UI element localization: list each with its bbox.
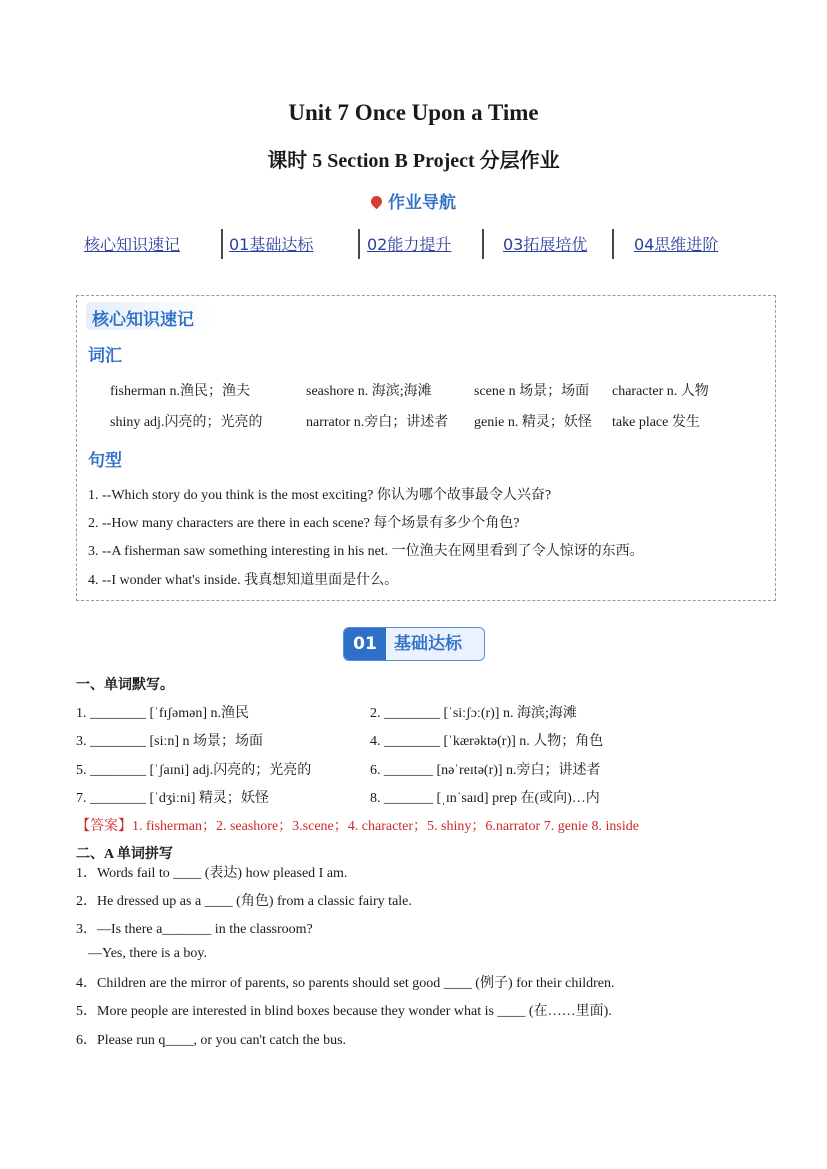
question-item: 4．Children are the mirror of parents, so parents should set good ____ (例子) for their children. — [76, 976, 615, 991]
unit-title: Unit 7 Once Upon a Time — [288, 100, 539, 125]
nav-link-ability[interactable]: 02能力提升 — [367, 235, 452, 254]
dictation-item: 5. ________ [ˈʃaɪni] adj.闪亮的；光亮的 — [76, 763, 312, 778]
question-item: 5．More people are interested in blind boxes because they wonder what is ____ (在……里面). — [76, 1004, 612, 1019]
dictation-item: 7. ________ [ˈdʒiːni] 精灵；妖怪 — [76, 791, 269, 806]
question-item: 1．Words fail to ____ (表达) how pleased I am. — [76, 866, 348, 881]
section-badge-label: 基础达标 — [394, 634, 462, 654]
vocab-item: scene n 场景；场面 — [474, 384, 590, 399]
dictation-item: 2. ________ [ˈsiːʃɔː(r)] n. 海滨;海滩 — [370, 706, 577, 721]
sentence-heading: 句型 — [88, 451, 122, 471]
nav-divider — [221, 229, 223, 259]
nav-divider — [612, 229, 614, 259]
vocab-item: character n. 人物 — [612, 384, 709, 399]
question-item: 2．He dressed up as a ____ (角色) from a classic fairy tale. — [76, 894, 412, 909]
dictation-item: 1. ________ [ˈfɪʃəmən] n.渔民 — [76, 706, 250, 721]
part1-title: 一、单词默写。 — [76, 678, 174, 693]
lesson-subtitle: 课时 5 Section B Project 分层作业 — [267, 150, 560, 172]
sentence-item: 3. --A fisherman saw something interesting in his net. 一位渔夫在网里看到了令人惊讶的东西。 — [88, 544, 644, 559]
part2-title: 二、A 单词拼写 — [76, 847, 173, 862]
dictation-item: 3. ________ [siːn] n 场景；场面 — [76, 734, 264, 749]
vocab-item: take place 发生 — [612, 415, 700, 430]
location-pin-icon — [369, 194, 385, 210]
dictation-item: 6. _______ [nəˈreɪtə(r)] n.旁白；讲述者 — [370, 763, 601, 778]
question-item: 3．—Is there a_______ in the classroom? — [76, 922, 313, 937]
vocab-item: genie n. 精灵；妖怪 — [474, 415, 592, 430]
section-badge — [343, 627, 485, 661]
vocab-item: fisherman n.渔民；渔夫 — [110, 384, 250, 399]
vocab-item: narrator n.旁白；讲述者 — [306, 415, 449, 430]
question-item: 6．Please run q____, or you can't catch the bus. — [76, 1033, 347, 1048]
dictation-item: 4. ________ [ˈkærəktə(r)] n. 人物；角色 — [370, 734, 604, 749]
nav-link-core-knowledge[interactable]: 核心知识速记 — [84, 235, 181, 254]
homework-nav-title: 作业导航 — [0, 188, 827, 213]
sentence-item: 2. --How many characters are there in each scene? 每个场景有多少个角色? — [88, 516, 520, 531]
nav-link-thinking[interactable]: 04思维进阶 — [634, 235, 719, 254]
nav-divider — [482, 229, 484, 259]
question-item: —Yes, there is a boy. — [88, 946, 207, 961]
sentence-item: 1. --Which story do you think is the most exciting? 你认为哪个故事最令人兴奋? — [88, 488, 552, 503]
vocab-item: seashore n. 海滨;海滩 — [306, 384, 432, 399]
nav-divider — [358, 229, 360, 259]
nav-link-basic[interactable]: 01基础达标 — [229, 235, 314, 254]
nav-link-extension[interactable]: 03拓展培优 — [503, 235, 588, 254]
answer-key: 【答案】1. fisherman；2. seashore；3.scene；4. character；5. shiny；6.narrator 7. genie 8. inside — [76, 819, 639, 834]
section-badge-number: 01 — [344, 628, 386, 660]
vocab-heading: 词汇 — [88, 346, 122, 366]
knowledge-box-title: 核心知识速记 — [92, 310, 194, 330]
sentence-item: 4. --I wonder what's inside. 我真想知道里面是什么。 — [88, 573, 399, 588]
dictation-item: 8. _______ [ˌɪnˈsaɪd] prep 在(或向)…内 — [370, 791, 600, 806]
vocab-item: shiny adj.闪亮的；光亮的 — [110, 415, 263, 430]
